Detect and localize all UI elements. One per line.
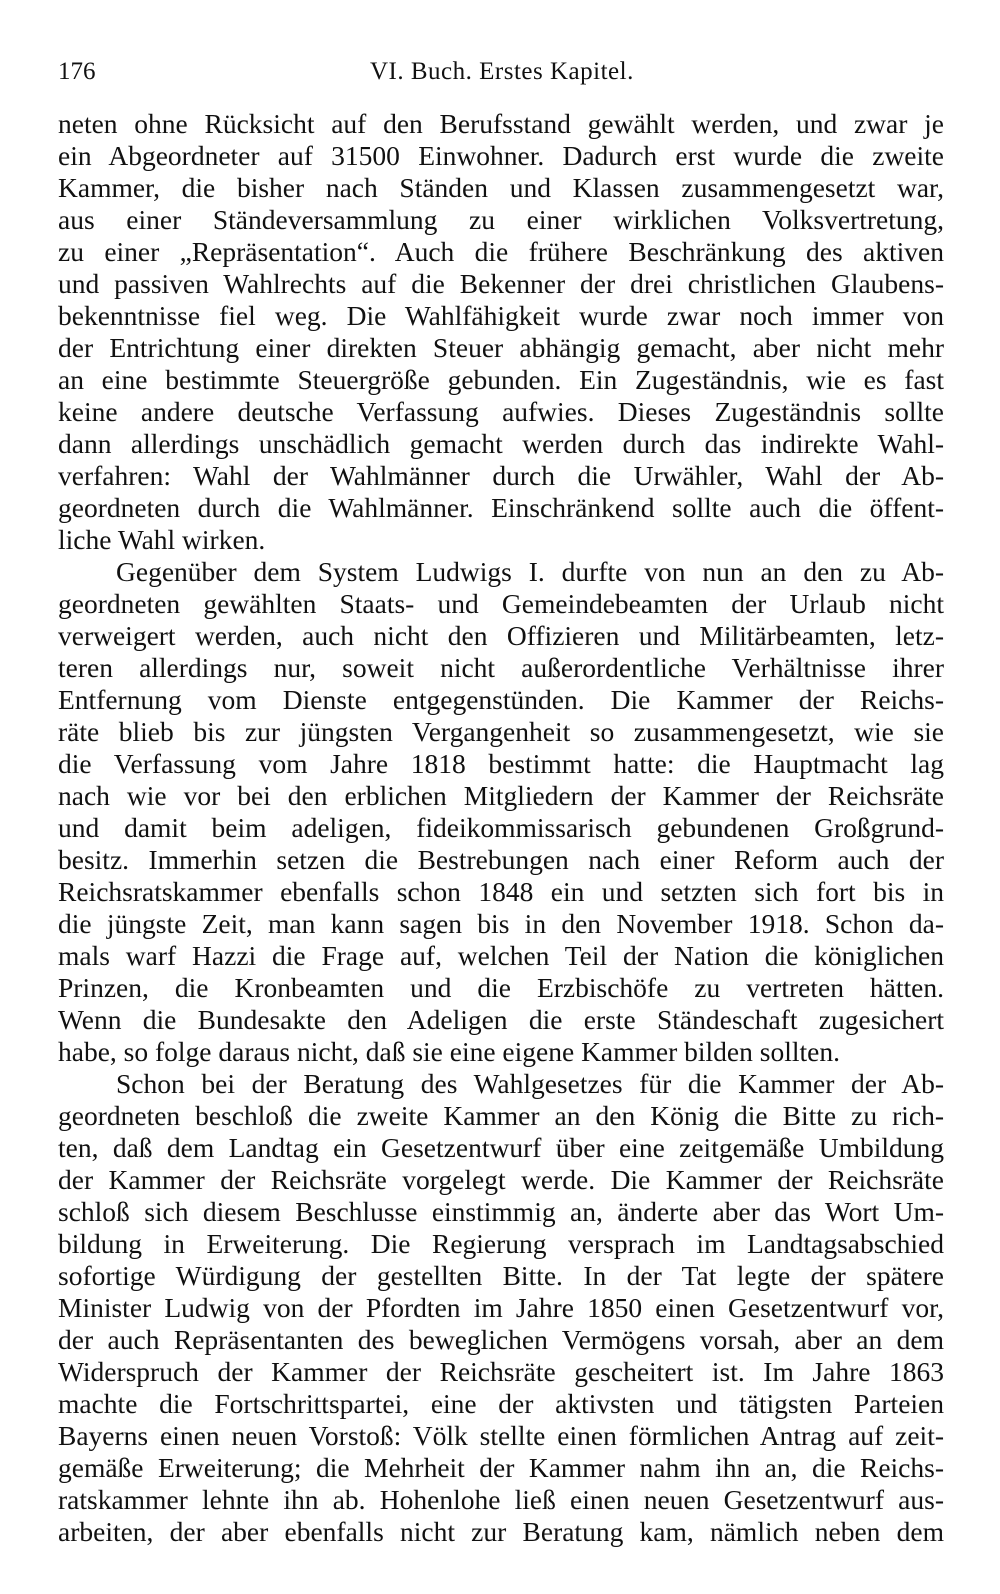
text-line: arbeiten, der aber ebenfalls nicht zur Beratung kam, nämlich neben dem — [58, 1516, 944, 1547]
text-line: die Verfassung vom Jahre 1818 bestimmt hatte: die Hauptmacht lag — [58, 748, 944, 779]
text-line: ein Abgeordneter auf 31500 Einwohner. Dadurch erst wurde die zweite — [58, 140, 944, 171]
text-line: und damit beim adeligen, fideikommissarisch gebundenen Großgrund- — [58, 812, 944, 843]
text-line: Widerspruch der Kammer der Reichsräte gescheitert ist. Im Jahre 1863 — [58, 1356, 944, 1387]
text-line: Gegenüber dem System Ludwigs I. durfte von nun an den zu Ab- — [116, 556, 944, 587]
text-line: neten ohne Rücksicht auf den Berufsstand gewählt werden, und zwar je — [58, 108, 944, 139]
text-line: mals warf Hazzi die Frage auf, welchen Teil der Nation die königlichen — [58, 940, 944, 971]
text-line: Entfernung vom Dienste entgegenstünden. Die Kammer der Reichs- — [58, 684, 944, 715]
text-line: der Kammer der Reichsräte vorgelegt werde. Die Kammer der Reichsräte — [58, 1164, 944, 1195]
text-line: schloß sich diesem Beschlusse einstimmig an, änderte aber das Wort Um- — [58, 1196, 944, 1227]
text-line: dann allerdings unschädlich gemacht werden durch das indirekte Wahl- — [58, 428, 944, 459]
text-line: bekenntnisse fiel weg. Die Wahlfähigkeit wurde zwar noch immer von — [58, 300, 944, 331]
text-line: habe, so folge daraus nicht, daß sie eine eigene Kammer bilden sollten. — [58, 1036, 840, 1067]
text-line: ratskammer lehnte ihn ab. Hohenlohe ließ einen neuen Gesetzentwurf aus- — [58, 1484, 944, 1515]
text-line: machte die Fortschrittspartei, eine der aktivsten und tätigsten Parteien — [58, 1388, 944, 1419]
text-line: geordneten beschloß die zweite Kammer an den König die Bitte zu rich- — [58, 1100, 944, 1131]
text-line: verfahren: Wahl der Wahlmänner durch die Urwähler, Wahl der Ab- — [58, 460, 944, 491]
text-line: der Entrichtung einer direkten Steuer abhängig gemacht, aber nicht mehr — [58, 332, 944, 363]
text-line: Bayerns einen neuen Vorstoß: Völk stellte einen förmlichen Antrag auf zeit- — [58, 1420, 944, 1451]
text-line: der auch Repräsentanten des beweglichen Vermögens vorsah, aber an dem — [58, 1324, 944, 1355]
text-line: zu einer „Repräsentation“. Auch die frühere Beschränkung des aktiven — [58, 236, 944, 267]
body-text — [58, 108, 944, 1548]
text-line: gemäße Erweiterung; die Mehrheit der Kammer nahm ihn an, die Reichs- — [58, 1452, 944, 1483]
page-number: 176 — [58, 58, 96, 85]
text-line: liche Wahl wirken. — [58, 524, 266, 555]
text-line: aus einer Ständeversammlung zu einer wirklichen Volksvertretung, — [58, 204, 944, 235]
text-line: Schon bei der Beratung des Wahlgesetzes für die Kammer der Ab- — [116, 1068, 944, 1099]
text-line: sofortige Würdigung der gestellten Bitte. In der Tat legte der spätere — [58, 1260, 944, 1291]
text-line: besitz. Immerhin setzen die Bestrebungen nach einer Reform auch der — [58, 844, 944, 875]
text-line: Prinzen, die Kronbeamten und die Erzbischöfe zu vertreten hätten. — [58, 972, 944, 1003]
text-line: Minister Ludwig von der Pfordten im Jahre 1850 einen Gesetzentwurf vor, — [58, 1292, 944, 1323]
text-line: die jüngste Zeit, man kann sagen bis in den November 1918. Schon da- — [58, 908, 944, 939]
text-line: teren allerdings nur, soweit nicht außerordentliche Verhältnisse ihrer — [58, 652, 944, 683]
text-line: an eine bestimmte Steuergröße gebunden. Ein Zugeständnis, wie es fast — [58, 364, 944, 395]
text-line: Wenn die Bundesakte den Adeligen die erste Ständeschaft zugesichert — [58, 1004, 944, 1035]
text-line: geordneten gewählten Staats- und Gemeindebeamten der Urlaub nicht — [58, 588, 944, 619]
text-line: Kammer, die bisher nach Ständen und Klassen zusammengesetzt war, — [58, 172, 944, 203]
text-line: keine andere deutsche Verfassung aufwies. Dieses Zugeständnis sollte — [58, 396, 944, 427]
text-line: Reichsratskammer ebenfalls schon 1848 ein und setzten sich fort bis in — [58, 876, 944, 907]
page-header — [58, 58, 944, 92]
text-line: bildung in Erweiterung. Die Regierung versprach im Landtagsabschied — [58, 1228, 944, 1259]
text-line: verweigert werden, auch nicht den Offizieren und Militärbeamten, letz- — [58, 620, 944, 651]
text-line: und passiven Wahlrechts auf die Bekenner der drei christlichen Glaubens- — [58, 268, 944, 299]
running-head: VI. Buch. Erstes Kapitel. — [370, 58, 634, 85]
text-line: nach wie vor bei den erblichen Mitgliedern der Kammer der Reichsräte — [58, 780, 944, 811]
text-line: ten, daß dem Landtag ein Gesetzentwurf über eine zeitgemäße Umbildung — [58, 1132, 944, 1163]
text-line: räte blieb bis zur jüngsten Vergangenheit so zusammengesetzt, wie sie — [58, 716, 944, 747]
text-line: geordneten durch die Wahlmänner. Einschränkend sollte auch die öffent- — [58, 492, 944, 523]
